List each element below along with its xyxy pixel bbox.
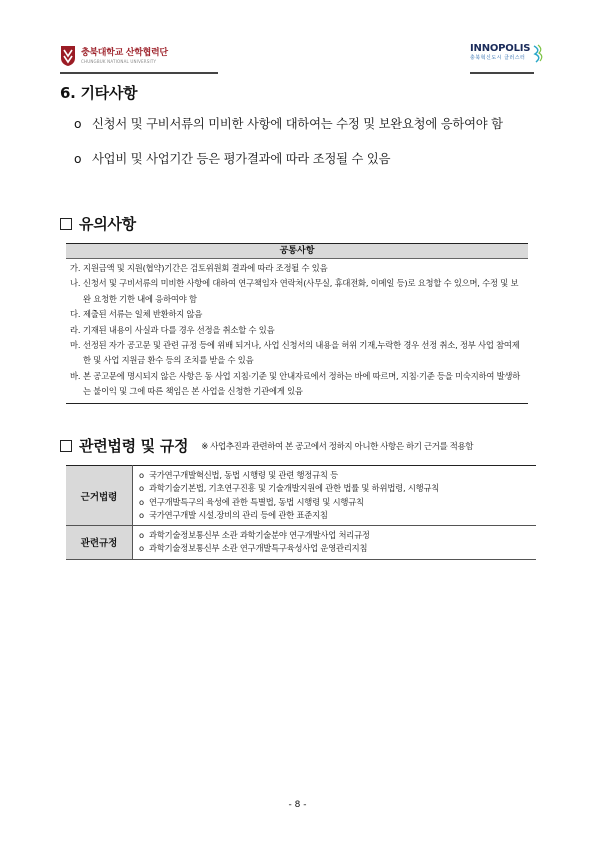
legal-item-text: 국가연구개발혁신법, 동법 시행령 및 관련 행정규칙 등 [149,470,338,480]
section-title: 6. 기타사항 [60,84,138,102]
notice-item-text: 지원금액 및 지원(협약)기간은 검토위원회 결과에 따라 조정될 수 있음 [83,263,328,273]
legal-item [139,482,530,495]
legal-item [139,469,530,482]
header-rule-right [470,72,534,74]
table-row [66,526,536,560]
innopolis-name: INNOPOLIS [470,43,531,54]
checkbox-square-icon [60,218,72,230]
header-rule-left [60,72,218,74]
legal-item-marker: ο [139,483,144,494]
notice-item [70,307,522,322]
bullet-marker: ο [74,152,82,166]
legal-item-text: 과학기술정보통신부 소관 과학기술분야 연구개발사업 처리규정 [149,530,370,541]
bullet-text: 사업비 및 사업기간 등은 평가결과에 따라 조정될 수 있음 [92,152,391,166]
legal-item-marker: ο [139,470,144,480]
legal-row-label: 관련규정 [66,526,133,560]
notice-item-text: 신청서 및 구비서류의 미비한 사항에 대하여 연구책임자 연락처(사무실, 휴대전화, 이메일 등)로 요청할 수 있으며, 수정 및 보완 요청한 기한 내에 응하여야 함 [83,278,519,304]
notice-item-text: 제출된 서류는 일체 반환하지 않음 [83,309,203,320]
university-logo [60,42,168,70]
legal-item [139,529,530,542]
university-crest-icon [60,45,76,67]
notice-item [70,276,522,307]
university-subtitle: CHUNGBUK NATIONAL UNIVERSITY [81,58,157,64]
legal-item-marker: ο [139,509,144,520]
notice-heading [60,213,136,234]
university-name: 충북대학교 산학협력단 [81,47,168,58]
bullet-item [74,148,554,171]
legal-item-marker: ο [139,496,144,507]
legal-item [139,496,530,509]
legal-note: ※ 사업추진과 관련하여 본 공고에서 정하지 아니한 사항은 하기 근거를 적용함 [201,441,474,452]
notice-item-marker: 다. [70,309,81,320]
notice-item [70,369,522,400]
notice-item-marker: 라. [70,324,81,335]
notice-item-marker: 바. [70,370,81,381]
legal-item-text: 연구개발특구의 육성에 관한 특별법, 동법 시행령 및 시행규칙 [149,496,364,507]
legal-item-text: 과학기술정보통신부 소관 연구개발특구육성사업 운영관리지침 [149,543,368,554]
legal-title: 관련법령 및 규정 [79,437,189,455]
legal-row-content [133,526,537,560]
bullet-list [74,113,554,183]
legal-item-text: 과학기술기본법, 기초연구진흥 및 기술개발지원에 관한 법률 및 하위법령, 시행규칙 [149,483,440,494]
legal-item-marker: ο [139,530,144,541]
notice-item-marker: 나. [70,278,81,289]
legal-item [139,542,530,555]
notice-title: 유의사항 [79,215,136,233]
notice-item [70,323,522,338]
notice-item-marker: 마. [70,340,81,351]
legal-row-label: 근거법령 [66,466,133,526]
legal-heading [60,435,473,456]
legal-row-content [133,466,537,526]
notice-item [70,261,522,276]
innopolis-logo [470,44,545,64]
notice-item-text: 본 공고문에 명시되지 않은 사항은 동 사업 지침·기준 및 안내자료에서 정하는 바에 따르며, 지침·기준 등을 미숙지하여 발생하는 불이익 및 그에 따른 책임은 본 사업을 신청한 기관에게 있음 [83,370,521,397]
notice-table-header: 공통사항 [66,244,528,259]
innopolis-mark-icon [531,44,545,64]
notice-item [70,338,522,369]
notice-item-text: 선정된 자가 공고문 및 관련 규정 등에 위배 되거나, 사업 신청서의 내용을 허위 기재,누락한 경우 선정 취소, 정부 사업 참여제한 및 사업 지원금 환수 등의 조치를 받을 수 있음 [83,340,520,366]
table-row [66,466,536,526]
legal-item [139,509,530,522]
bullet-item [74,113,554,136]
checkbox-square-icon [60,440,72,452]
notice-item-marker: 가. [70,263,81,273]
notice-table [66,243,528,404]
legal-item-marker: ο [139,543,144,554]
legal-item-text: 국가연구개발 시설.장비의 관리 등에 관한 표준지침 [149,509,328,520]
innopolis-subtitle: 충북혁신도시 클러스터 [470,55,526,61]
legal-table [66,465,536,560]
bullet-marker: ο [74,117,82,131]
notice-item-text: 기재된 내용이 사실과 다를 경우 선정을 취소할 수 있음 [83,324,275,335]
page-number: - 8 - [288,800,307,810]
bullet-text: 신청서 및 구비서류의 미비한 사항에 대하여는 수정 및 보완요청에 응하여야 함 [92,117,503,131]
